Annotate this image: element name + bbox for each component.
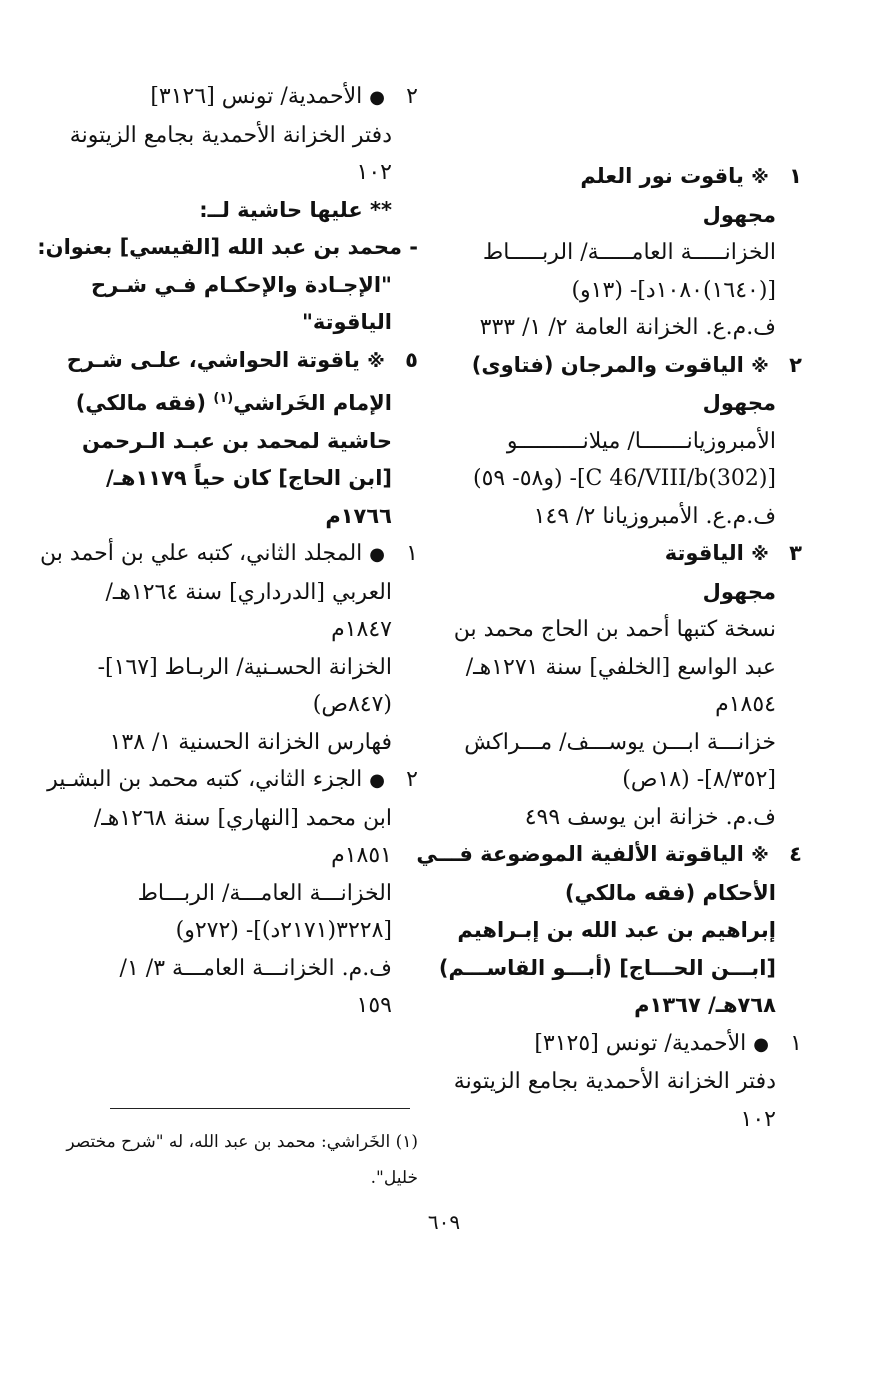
entry-5-copy-2-shelfmark: [٣٢٢٨(٢١٧١د)]- (٢٧٢و) xyxy=(175,918,392,943)
text-segment: ١ xyxy=(789,164,802,188)
entry-5-copy-1 xyxy=(40,535,418,574)
text-segment: الياقوتة الألفية الموضوعة فـــي xyxy=(416,842,744,866)
text-segment: (فقه مالكي) xyxy=(75,391,214,415)
footnote-ref: (١) xyxy=(213,391,234,406)
right-column xyxy=(416,158,802,1138)
entry-4-author-date: ٧٦٨هـ/ ١٣٦٧م xyxy=(634,993,776,1017)
text-segment: الياقوت والمرجان (فتاوى) xyxy=(471,352,744,377)
text-segment: ٣ xyxy=(789,541,802,565)
entry-3-title xyxy=(472,535,802,574)
entry-4-copy-1-page: ١٠٢ xyxy=(740,1106,776,1132)
entry-3-date: ١٨٥٤م xyxy=(715,692,776,717)
entry-3-author: مجهول xyxy=(702,579,776,604)
page-number: ٦٠٩ xyxy=(427,1210,461,1234)
entry-3-note: نسخة كتبها أحمد بن الحاج محمد بن xyxy=(453,617,776,642)
footnote-line: (١) الخَراشي: محمد بن عبد الله، له "شرح مختصر xyxy=(66,1132,418,1152)
text-segment: ياقوت نور العلم xyxy=(580,164,744,188)
text-segment: ٢ xyxy=(406,767,418,792)
bullet-icon: ● xyxy=(369,544,385,565)
entry-5-copy-2-note: ابن محمد [النهاري] سنة ١٢٦٨هـ/ xyxy=(93,805,392,831)
bullet-icon: ● xyxy=(369,770,385,791)
footnote xyxy=(66,1124,418,1196)
entry-5-copy-2 xyxy=(47,761,418,800)
entry-5-copy-1-note: العربي [الدرداري] سنة ١٢٦٤هـ/ xyxy=(105,579,392,605)
text-segment: الأحمدية/ تونس [٣١٢٥] xyxy=(534,1030,747,1056)
text-segment: ٢ xyxy=(789,352,802,377)
entry-2-shelfmark: [(302)C 46/VIII/b]- (و٥٨- ٥٩) xyxy=(473,466,776,491)
entry-1-author: مجهول xyxy=(702,202,776,227)
asterism-icon: ※ xyxy=(751,167,769,188)
entry-3-location: خزانـــة ابـــن يوســـف/ مـــراكش xyxy=(464,729,776,755)
asterism-icon: ※ xyxy=(751,544,769,565)
footnote-divider xyxy=(110,1108,410,1109)
entry-5-author-date: ١٧٦٦م xyxy=(325,503,392,528)
text-segment: ١ xyxy=(790,1030,802,1056)
text-segment: الإمام الخَراشي xyxy=(233,391,392,415)
asterism-icon: ※ xyxy=(367,350,385,372)
gloss-title: "الإجـادة والإحكـام فـي شـرح xyxy=(91,272,392,297)
bullet-icon: ● xyxy=(369,87,385,108)
text-segment: ياقوتة الحواشي، علـى شـرح xyxy=(66,347,360,372)
entry-4-author: [ابـــن الحـــاج] (أبـــو القاســـم) xyxy=(438,955,776,980)
asterism-icon: ※ xyxy=(751,845,769,866)
entry-3-note: عبد الواسع [الخلفي] سنة ١٢٧١هـ/ xyxy=(465,654,776,680)
entry-5-title xyxy=(68,342,418,381)
entry-5-copy-1-date: ١٨٤٧م xyxy=(331,617,392,642)
entry-1-title xyxy=(472,158,802,197)
entry-5-copy-1-size: (٨٤٧ص) xyxy=(312,692,392,717)
entry-5-copy-2-catalog-page: ١٥٩ xyxy=(356,993,392,1018)
entry-5-copy-1-catalog-ref: فهارس الخزانة الحسنية ١/ ١٣٨ xyxy=(109,729,392,755)
entry-3-catalog-ref: ف.م. خزانة ابن يوسف ٤٩٩ xyxy=(524,804,776,830)
text-segment: المجلد الثاني، كتبه علي بن أحمد بن xyxy=(40,541,363,566)
entry-2-title xyxy=(472,347,802,386)
text-segment: الأحمدية/ تونس [٣١٢٦] xyxy=(150,84,363,109)
bullet-icon: ● xyxy=(753,1033,769,1055)
entry-3-shelfmark: [٨/٣٥٢]- (١٨ص) xyxy=(622,767,776,792)
entry-5-author: [ابن الحاج] كان حياً ١١٧٩هـ/ xyxy=(106,466,392,490)
entry-5-copy-2-catalog-ref: ف.م. الخزانـــة العامـــة ٣/ ١/ xyxy=(119,955,392,981)
text-segment: ١ xyxy=(406,541,418,566)
footnote-line: خليل". xyxy=(370,1168,418,1188)
entry-5-author: حاشية لمحمد بن عبـد الـرحمن xyxy=(82,428,392,453)
entry-4-copy-1 xyxy=(472,1025,802,1064)
entry-2-catalog-ref: ف.م.ع. الأمبروزيانا ٢/ ١٤٩ xyxy=(533,503,776,529)
text-segment: ٥ xyxy=(405,347,418,372)
entry-5-copy-2-location: الخزانـــة العامـــة/ الربـــاط xyxy=(137,880,392,906)
entry-2-location: الأمبروزيانـــــــا/ ميلانــــــــــو xyxy=(506,428,776,454)
entry-4-title xyxy=(416,836,802,875)
entry-5-copy-2-date: ١٨٥١م xyxy=(331,843,392,868)
asterism-icon: ※ xyxy=(751,355,769,377)
entry-4-copy-2-page: ١٠٢ xyxy=(356,160,392,185)
left-column xyxy=(37,78,418,1025)
entry-1-location: الخزانـــــة العامـــــة/ الربـــــاط xyxy=(482,240,776,265)
entry-4-title-cont: الأحكام (فقه مالكي) xyxy=(564,880,776,905)
entry-5-title-cont xyxy=(68,380,418,423)
text-segment: الياقوتة xyxy=(664,541,744,565)
entry-2-author: مجهول xyxy=(702,391,776,415)
entry-4-copy-2 xyxy=(68,78,418,117)
entry-4-copy-2-ref: دفتر الخزانة الأحمدية بجامع الزيتونة xyxy=(69,122,392,148)
entry-1-catalog-ref: ف.م.ع. الخزانة العامة ٢/ ١/ ٣٣٣ xyxy=(479,315,776,340)
entry-4-copy-1-ref: دفتر الخزانة الأحمدية بجامع الزيتونة xyxy=(453,1069,776,1094)
text-segment: الجزء الثاني، كتبه محمد بن البشـير xyxy=(47,767,363,792)
entry-4-author: إبراهيم بن عبد الله بن إبـراهيم xyxy=(457,918,776,942)
gloss-author: - محمد بن عبد الله [القيسي] بعنوان: xyxy=(37,235,418,259)
gloss-heading: ** عليها حاشية لــ: xyxy=(199,197,392,222)
text-segment: ٢ xyxy=(406,84,418,109)
entry-1-shelfmark: [(١٦٤٠)١٠٨٠د]- (١٣و) xyxy=(571,277,776,303)
entry-5-copy-1-location: الخزانة الحسـنية/ الربـاط [١٦٧]- xyxy=(97,654,392,680)
text-segment: ٤ xyxy=(789,842,802,866)
gloss-title-cont: الياقوتة" xyxy=(301,310,392,334)
